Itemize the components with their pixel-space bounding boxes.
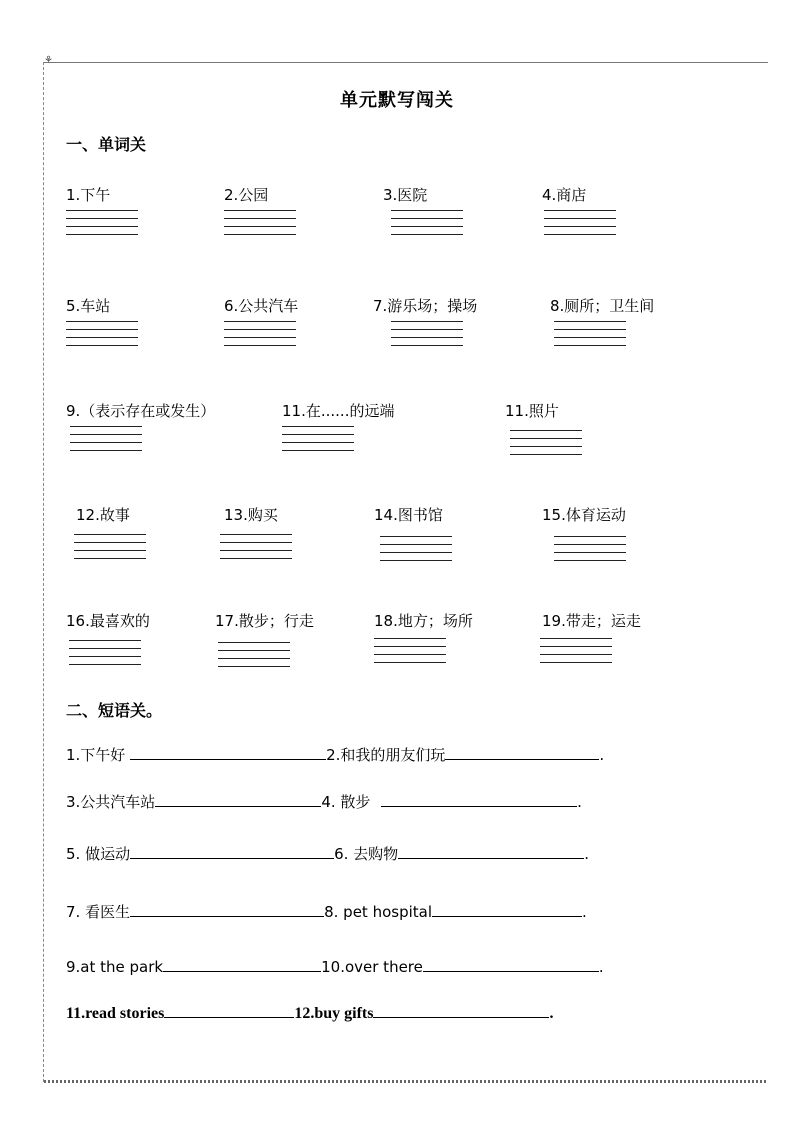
word-label: 3.医院	[383, 186, 428, 204]
phrase-label: 11.read stories	[66, 1005, 165, 1022]
phrase-label: 10.over there	[321, 958, 423, 976]
section-words-heading: 一、单词关	[66, 135, 147, 154]
writing-lines[interactable]	[554, 321, 654, 346]
writing-lines[interactable]	[224, 210, 296, 235]
answer-blank[interactable]	[130, 842, 334, 859]
word-label: 8.厕所；卫生间	[550, 297, 655, 315]
word-item	[224, 295, 298, 353]
word-item	[550, 295, 654, 353]
word-label: 11.在......的远端	[282, 402, 395, 420]
word-item	[505, 400, 582, 462]
word-label: 14.图书馆	[374, 506, 443, 524]
phrase-label: 3.公共汽车站	[66, 793, 156, 811]
answer-blank[interactable]	[381, 790, 577, 807]
word-label: 15.体育运动	[542, 506, 626, 524]
phrase-label: 5. 做运动	[66, 845, 131, 863]
word-label: 16.最喜欢的	[66, 612, 150, 630]
answer-blank[interactable]	[130, 743, 326, 760]
phrase-label: 6. 去购物	[334, 845, 399, 863]
writing-lines[interactable]	[220, 534, 292, 559]
writing-lines[interactable]	[218, 642, 314, 667]
writing-lines[interactable]	[540, 638, 641, 663]
phrase-row	[66, 1001, 553, 1025]
phrase-label: 2.和我的朋友们玩	[326, 746, 446, 764]
word-item	[76, 504, 146, 566]
writing-lines[interactable]	[70, 426, 215, 451]
phrase-end: .	[582, 903, 587, 921]
answer-blank[interactable]	[432, 900, 582, 917]
writing-lines[interactable]	[554, 536, 626, 561]
word-label: 11.照片	[505, 402, 559, 420]
word-label: 4.商店	[542, 186, 587, 204]
answer-blank[interactable]	[398, 842, 584, 859]
answer-blank[interactable]	[423, 955, 599, 972]
writing-lines[interactable]	[380, 536, 452, 561]
word-item	[66, 184, 138, 242]
writing-lines[interactable]	[74, 534, 146, 559]
answer-blank[interactable]	[164, 1001, 294, 1018]
page-frame-bottom	[44, 1080, 768, 1083]
word-item	[282, 400, 394, 458]
page-frame-top	[44, 62, 768, 63]
word-label: 6.公共汽车	[224, 297, 299, 315]
word-label: 13.购买	[224, 506, 278, 524]
phrase-label: 7. 看医生	[66, 903, 131, 921]
word-label: 19.带走；运走	[542, 612, 641, 630]
answer-blank[interactable]	[445, 743, 599, 760]
writing-lines[interactable]	[66, 210, 138, 235]
word-item	[383, 184, 463, 242]
word-item	[66, 610, 150, 672]
phrase-row	[66, 743, 604, 766]
phrase-end: .	[577, 793, 582, 811]
word-item	[66, 400, 215, 458]
answer-blank[interactable]	[130, 900, 324, 917]
phrase-row	[66, 842, 589, 865]
phrase-row	[66, 900, 587, 923]
answer-blank[interactable]	[163, 955, 321, 972]
phrase-end: .	[549, 1005, 554, 1022]
phrase-end: .	[584, 845, 589, 863]
word-item	[66, 295, 138, 353]
word-label: 12.故事	[76, 506, 130, 524]
phrase-label: 1.下午好	[66, 746, 131, 764]
word-label: 9.（表示存在或发生）	[66, 402, 216, 420]
phrase-label: 9.at the park	[66, 958, 164, 976]
word-item	[542, 610, 641, 670]
word-label: 1.下午	[66, 186, 111, 204]
word-item	[542, 504, 626, 568]
page-frame-left	[43, 62, 44, 1082]
writing-lines[interactable]	[69, 640, 150, 665]
word-item	[374, 504, 452, 568]
writing-lines[interactable]	[282, 426, 394, 451]
writing-lines[interactable]	[391, 210, 463, 235]
phrase-end: .	[599, 746, 605, 764]
phrase-label: 12.buy gifts	[294, 1005, 374, 1022]
word-item	[224, 504, 292, 566]
word-item	[373, 295, 477, 353]
word-item	[224, 184, 296, 242]
word-item	[542, 184, 616, 242]
word-label: 7.游乐场；操场	[373, 297, 478, 315]
word-item	[215, 610, 314, 674]
phrase-end: .	[598, 958, 604, 976]
answer-blank[interactable]	[373, 1001, 549, 1018]
writing-lines[interactable]	[510, 430, 582, 455]
word-label: 5.车站	[66, 297, 111, 315]
section-phrases-heading: 二、短语关。	[66, 701, 163, 720]
writing-lines[interactable]	[224, 321, 298, 346]
writing-lines[interactable]	[66, 321, 138, 346]
phrase-label: 8. pet hospital	[324, 903, 433, 921]
phrase-row	[66, 955, 604, 978]
word-label: 18.地方；场所	[374, 612, 473, 630]
word-label: 17.散步；行走	[215, 612, 314, 630]
page-title: 单元默写闯关	[340, 90, 454, 111]
writing-lines[interactable]	[544, 210, 616, 235]
anchor-icon: ⚘	[44, 55, 53, 66]
writing-lines[interactable]	[391, 321, 477, 346]
answer-blank[interactable]	[155, 790, 321, 807]
word-label: 2.公园	[224, 186, 269, 204]
word-item	[374, 610, 473, 670]
writing-lines[interactable]	[374, 638, 473, 663]
phrase-label: 4. 散步	[321, 793, 376, 811]
phrase-row	[66, 790, 582, 813]
